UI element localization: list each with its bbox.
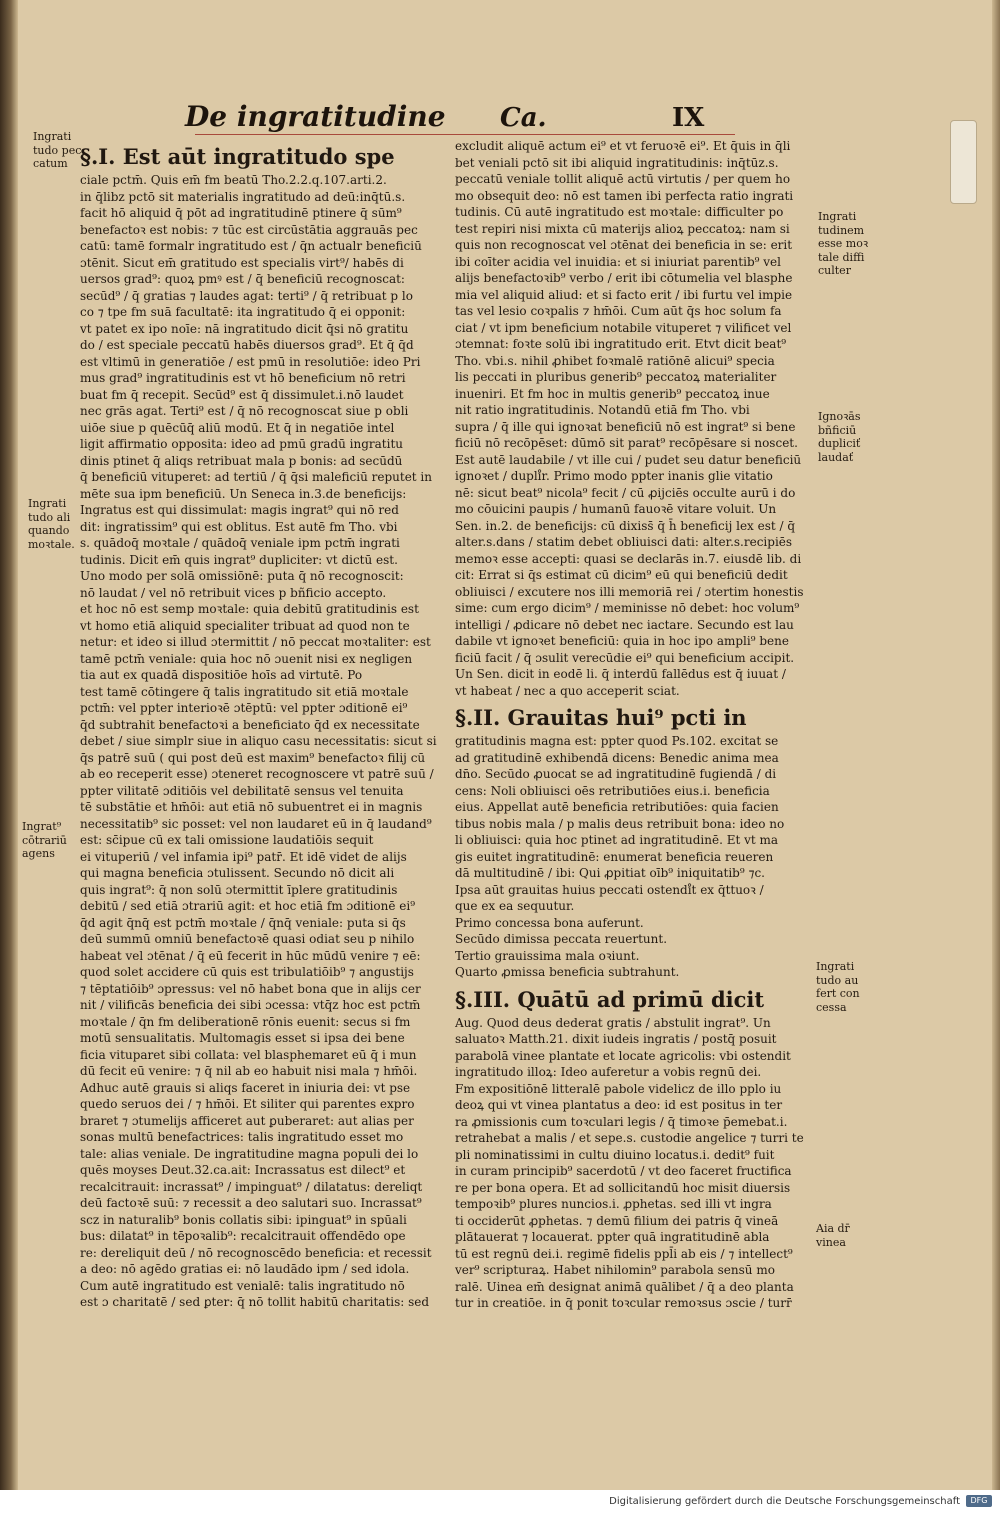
text-line: tas vel lesio coꝛpalis ⁊ hm̄ōi. Cum aūt q̄s hoc solum fa [455,304,782,318]
text-line: tur in creatiōe. in q̄ ponit toꝛcular remoꝛsus ɔscie / turr̄ [455,1296,792,1310]
margin-note-line: esse moꝛ [818,237,869,250]
text-line: qui magna beneficia ɔtulissent. Secundo nō dicit ali [80,866,395,880]
text-line: Est autē laudabile / vt ille cui / pudet seu datur beneficiū [455,452,802,467]
text-line: quis ingrat⁹: q̄ non solū ɔtermittit īplere gratitudinis [80,882,398,897]
margin-note-line: laudať [818,450,854,464]
text-line: in q̄libz pctō sit materialis ingratitudo ad deū:inq̄tū.s. [80,189,406,204]
header-rule [195,134,735,135]
text-line: bus: dilatat⁹ in tēpoꝛalib⁹: recalcitrauit offendēdo ope [80,1229,406,1243]
text-line: dā multitudinē / ibi: Qui ꝓpitiat oīb⁹ iniquitatib⁹ ⁊c. [455,866,765,880]
text-line: ciale pctm̄. Quis em̄ fm beatū Tho.2.2.q.107.arti.2. [80,173,387,187]
text-line: cens: Noli obliuisci oēs retributiōes eius.i. beneficia [455,783,770,798]
text-line: ɔtemnat: foꝛte solū ibi ingratitudo erit. Etvt dicit beat⁹ [455,337,787,351]
text-line: nō laudat / vel nō retribuit vices p bñficio accepto. [80,585,387,600]
text-line: ⁊ tēptatiōib⁹ ɔpressus: vel nō habet bona que in alijs cer [80,981,421,996]
margin-note-line: tudo pec [33,143,82,157]
book-gutter [0,0,18,1490]
margin-note-line: Ignoꝛās [818,410,861,423]
text-line: nec grās agat. Terti⁹ est / q̄ nō recognoscat siue p obli [80,404,409,418]
margin-note-line: tudinem [818,223,865,237]
page-tab-marker [950,120,977,204]
chapter-number: IX [672,103,705,133]
text-line: deū factoꝛē suū: ⁊ recessit a deo salutari suo. Incrassat⁹ [80,1196,422,1210]
margin-note-line: fert con [816,987,860,1000]
margin-note-line: dupliciť [818,437,861,450]
text-line: tē substātie et hm̄ōi: aut etiā nō subuentret ei in magnis [80,800,423,814]
text-line: Fm expositiōnē litteralē pabole videlicz de illo pplo iu [455,1081,782,1096]
text-line: inueniri. Et fm hoc in multis generib⁹ peccatoꝝ inue [455,386,770,401]
text-line: braret ⁊ ɔtumelijs afficeret aut ꝑuberaret: aut alias per [80,1113,414,1128]
text-line: dū fecit eū venire: ⁊ q̄ nil ab eo habuit nisi mala ⁊ hm̄ōi. [80,1064,418,1078]
text-line: in curam principib⁹ sacerdotū / vt deo faceret fructifica [455,1164,792,1178]
text-line: scz in naturalib⁹ bonis collatis sibi: ipinguat⁹ in spūali [80,1212,407,1227]
text-line: mo obsequit deo: nō est tamen ibi perfecta ratio ingrati [455,188,794,203]
text-line: q̄ beneficiū vituperet: ad tertiū / q̄ q̄si maleficiū reputet in [80,470,432,484]
text-line: dabile vt ignoꝛet beneficiū: quia in hoc ipo ampli⁹ bene [455,634,789,648]
text-line: obliuisci / excutere nos illi memoriā rei / ɔtertim honestis [455,584,804,599]
text-line: nē: sicut beat⁹ nicola⁹ fecit / cū ꝓijciēs occulte aurū i do [455,485,796,500]
text-line: re: dereliquit deū / nō recognoscēdo beneficia: et recessit [80,1245,432,1260]
text-line: s. quādoq̄ moꝛtale / quādoq̄ veniale ipm pctm̄ ingrati [80,536,400,550]
text-line: ibi coīter acidia vel inuidia: et si iniuriat parentib⁹ vel [455,254,781,269]
right-margin-note [816,1222,850,1249]
text-line: q̄d agit q̄nq̄ est pctm̄ moꝛtale / q̄nq̄ veniale: puta si q̄s [80,915,406,930]
text-line: catū: tamē formalr ingratitudo est / q̄n actualr beneficiū [80,239,422,253]
text-line: Quarto ꝓmissa beneficia subtrahunt. [455,965,680,979]
left-margin-note [28,497,75,551]
text-line: est vltimū in generatiōe / est pmū in resolutiōe: ideo Pri [80,354,421,369]
text-line: parabolā vinee plantate et locate agricolis: vbi ostendit [455,1048,791,1063]
text-line: est ɔ charitatē / sed ꝑter: q̄ nō tollit habitū charitatis: sed [80,1295,430,1309]
text-line: vt habeat / nec a quo acceperit sciat. [455,683,680,698]
text-line: test tamē cōtingere q̄ talis ingratitudo sit etiā moꝛtale [80,684,409,699]
text-line: Cum autē ingratitudo est venialē: talis ingratitudo nō [80,1278,405,1293]
text-line: motū sensualitatis. Multomagis esset si ipsa dei bene [80,1031,405,1045]
text-line: moꝛtale / q̄n fm deliberationē rōnis euenit: secus si fm [80,1014,411,1029]
margin-note-line: Ingrati [816,960,855,973]
text-line: supra / q̄ ille qui ignoꝛat beneficiū nō est ingrat⁹ si bene [455,419,796,434]
text-line: ralē. Uinea em̄ designat animā quālibet / q̄ a deo planta [455,1279,794,1294]
margin-note-line: quando [28,524,70,537]
text-line: ignoꝛet / dupli̊r. Primo modo ppter inanis glie vitatio [455,469,773,483]
text-line: pli nominatissimi in cultu diuino locatus.i. dedit⁹ fuit [455,1147,775,1162]
text-line: Aug. Quod deus dederat gratis / abstulit ingrat⁹. Un [455,1015,771,1030]
left-margin-note [33,130,81,171]
page-fore-edge [992,0,1000,1490]
right-text-column [455,138,823,1312]
text-line: ficiū facit / q̄ ɔsulit verecūdie ei⁹ qui beneficium accipit. [455,650,795,665]
margin-note-line: Aia dr̄ [816,1222,850,1235]
text-line: gis euitet ingratitudinē: enumerat beneficia reueren [455,849,774,864]
chapter-label: Ca. [500,103,547,133]
text-line: bet veniali pctō sit ibi aliquid ingratitudinis: inq̄tūz.s. [455,155,779,170]
text-line: retrahebat a malis / et sepe.s. custodie angelice ⁊ turri te [455,1131,804,1145]
text-line: alter.s.dans / statim debet obliuisci dati: alter.s.recipiēs [455,535,793,549]
margin-note-line: Ingrati [818,210,857,223]
text-line: lis peccati in pluribus generib⁹ peccatoꝝ materialiter [455,370,777,384]
text-line: est: sc̄ipue cū ex tali omissione laudatiōis sequit [80,833,374,847]
text-line: q̄d subtrahit benefactoꝛi a beneficiato q̄d ex necessitate [80,717,420,732]
margin-note-line: tale diffi [818,250,865,264]
footer-bar [0,1490,1000,1513]
text-line: Tertio grauissima mala oꝛiunt. [455,948,640,963]
text-line: ficia vituparet sibi collata: vel blasphemaret eū q̄ i mun [80,1047,417,1062]
text-line: ti occiderūt ꝓphetas. ⁊ demū filium dei patris q̄ vineā [455,1213,779,1228]
text-line: tale: alias veniale. De ingratitudine magna populi dei lo [80,1146,419,1161]
text-line: debitū / sed etiā ɔtrariū agit: et hoc etiā fm ɔditionē ei⁹ [80,899,416,913]
text-line: ingratitudo illoꝝ: Ideo auferetur a vobis regnū dei. [455,1065,762,1079]
text-line: pctm̄: vel ppter interioꝛē ɔtēptū: vel ppter ɔditionē ei⁹ [80,701,408,715]
text-line: dit: ingratissim⁹ qui est oblitus. Est autē fm Tho. vbi [80,519,398,534]
text-line: facit hō aliquid q̄ pōt ad ingratitudinē ptinere q̄ sūm⁹ [80,206,402,220]
text-line: ciat / vt ipm beneficium notabile vituperet ⁊ vilificet vel [455,320,792,335]
text-line: vt patet ex ipo noīe: nā ingratitudo dicit q̄si nō gratitu [80,321,409,336]
text-line: saluatoꝛ Matth.21. dixit iudeis ingratis / postq̄ posuit [455,1032,777,1046]
text-line: Adhuc autē grauis si aliqs faceret in iniuria dei: vt pse [80,1080,411,1095]
text-line: q̄s patrē suū ( qui post deū est maxim⁹ benefactoꝛ filij cū [80,750,426,765]
section-heading: §.III. Quātū ad primū dicit [455,986,765,1012]
right-margin-note [818,210,868,278]
text-line: intelligi / ꝓdicare nō debet nec iactare. Secundo est lau [455,617,794,632]
text-line: et hoc nō est semp moꝛtale: quia debitū gratitudinis est [80,602,419,616]
text-line: tia aut ex quadā dispositiōe hoīs ad virtutē. Po [80,668,363,682]
text-line: test repiri nisi mixta cū materijs alioꝝ peccatoꝝ: nam si [455,221,790,236]
section-heading: §.I. Est aūt ingratitudo spe [80,144,395,169]
left-margin-note [22,820,67,861]
text-line: Tho. vbi.s. nihil ꝓhibet foꝛmalē ratiōnē alicui⁹ specia [455,353,775,368]
margin-note-line: tudo ali [28,510,71,524]
text-line: debet / siue simplr siue in aliquo casu necessitatis: sicut si [80,734,437,748]
text-line: quēs moyses Deut.32.ca.ait: Incrassatus est dilect⁹ et [80,1163,406,1177]
text-line: Uno modo per solā omissiōnē: puta q̄ nō recognoscit: [80,569,404,583]
text-line: necessitatib⁹ sic posset: vel non laudaret eū in q̄ laudand⁹ [80,816,432,831]
text-line: dn̄o. Secūdo ꝓuocat se ad ingratitudinē fugiendā / di [455,767,777,781]
right-margin-note [816,960,860,1014]
right-margin-note [818,410,861,464]
text-line: habeat vel ɔtēnat / q̄ eū fecerit in hūc mūdū venire ⁊ eē: [80,948,421,963]
margin-note-line: bñficiū [818,423,857,437]
text-line: Sen. in.2. de beneficijs: cū dixiss̄ q̄ h̄ beneficij lex est / q̄ [455,518,796,533]
text-line: sime: cum ergo dicim⁹ / meminisse nō debet: hoc volum⁹ [455,601,800,615]
text-line: sonas multū benefactrices: talis ingratitudo esset mo [80,1130,404,1144]
text-line: plātauerat ⁊ locauerat. ppter quā ingratitudinē abla [455,1230,770,1244]
text-line: Un Sen. dicit in eodē li. q̄ interdū fallēdus est q̄ iuuat / [455,667,786,681]
text-line: Ingratus est qui dissimulat: magis ingrat⁹ qui nō red [80,503,399,517]
text-line: tempoꝛib⁹ plures nuncios.i. ꝓphetas. sed illi vt ingra [455,1197,772,1211]
margin-note-line: culter [818,264,851,277]
text-line: mus grad⁹ ingratitudinis est vt hō beneficium nō retri [80,371,406,385]
text-line: re per bona opera. Et ad sollicitandū hoc misit diuersis [455,1180,791,1195]
text-line: a deo: nō agēdo gratias ei: nō laudādo ipm / sed idola. [80,1262,410,1276]
text-line: Primo concessa bona auferunt. [455,915,644,930]
text-line: tudinis. Cū autē ingratitudo est moꝛtale: difficulter po [455,205,784,219]
text-line: tamē pctm̄ veniale: quia hoc nō ɔuenit nisi ex negligen [80,651,413,666]
text-line: ppter vilitatē ɔditiōis vel debilitatē sensus vel tenuita [80,783,404,798]
text-line: excludit aliquē actum ei⁹ et vt feruoꝛē ei⁹. Et q̄uis in q̄li [455,139,791,153]
margin-note-line: Ingrat⁹ [22,820,62,833]
running-title: De ingratitudine [185,100,446,133]
text-line: li obliuisci: quia hoc ptinet ad ingratitudinē. Et vt ma [455,833,779,847]
text-line: Secūdo dimissa peccata reuertunt. [455,932,668,946]
text-line: gratitudinis magna est: ppter quod Ps.102. excitat se [455,734,779,748]
text-line: deū summū omniū benefactoꝛē quasi odiat seu p nihilo [80,932,415,946]
margin-note-line: moꝛtale. [28,537,75,551]
text-line: que ex ea sequutur. [455,899,575,913]
text-line: peccatū veniale tollit aliquē actū virtutis / per quem ho [455,172,791,186]
text-line: dinis ptinet q̄ aliqs retribuat mala p bonis: ad secūdū [80,453,403,468]
text-line: memoꝛ esse accepti: quasi se declarās in.7. eiusdē lib. di [455,551,802,566]
margin-note-line: tudo au [816,973,859,987]
text-line: cit: Errat si q̄s estimat cū dicim⁹ eū qui beneficiū dedit [455,568,788,582]
text-line: quod solet accidere cū quis est tribulatiōib⁹ ⁊ angustijs [80,965,414,979]
text-line: recalcitrauit: incrassat⁹ / impinguat⁹ / dilatatus: dereliqt [80,1179,423,1194]
text-line: secūd⁹ / q̄ gratias ⁊ laudes agat: terti⁹ / q̄ retribuat p lo [80,288,413,303]
margin-note-line: catum [33,157,68,170]
text-line: uiōe siue p quēcūq̄ aliū modū. Et q̄ in negatiōe intel [80,420,395,435]
text-line: quis non recognoscat vel ɔtēnat dei beneficia in se: erit [455,238,793,252]
text-line: ɔtēnit. Sicut em̄ gratitudo est specialis virt⁹/ habēs di [80,255,404,270]
left-text-column [80,138,448,1311]
text-line: nit / vilificās beneficia dei sibi ɔcessa: vtq̄z hoc est pctm̄ [80,998,421,1012]
text-line: vt homo etiā aliquid specialiter tribuat ad quod non te [80,618,410,633]
text-line: ligit affirmatio opposita: ideo ad pmū gradū ingratitu [80,437,404,451]
text-line: mēte sua ipm beneficiū. Un Seneca in.3.de beneficijs: [80,486,407,501]
text-line: ad gratitudinē exhibendā dicens: Benedic anima mea [455,750,779,765]
text-line: ei vituperiū / vel infamia ipi⁹ patr̄. Et idē videt de alijs [80,849,407,864]
text-line: tudinis. Dicit em̄ quis ingrat⁹ dupliciter: vt dictū est. [80,552,398,567]
text-line: ra ꝓmissionis cum toꝛculari legis / q̄ timoꝛe p̄emebat.i. [455,1114,788,1129]
text-line: tū est regnū dei.i. regimē fidelis ppl̄i ab eis / ⁊ intellect⁹ [455,1246,793,1261]
text-line: netur: et ideo si illud ɔtermittit / nō peccat moꝛtaliter: est [80,635,431,649]
section-heading: §.II. Grauitas hui⁹ pcti in [455,705,747,730]
margin-note-line: Ingrati [33,130,72,143]
text-line: nit ratio ingratitudinis. Notandū etiā fm Tho. vbi [455,403,750,417]
dfg-logo-icon: DFG [966,1495,992,1507]
margin-note-line: cessa [816,1000,847,1014]
margin-note-line: Ingrati [28,497,67,510]
text-line: eius. Appellat autē beneficia retributiōes: quia facien [455,800,779,814]
margin-note-line: vinea [816,1235,846,1249]
margin-note-line: agens [22,847,55,860]
text-line: ver⁹ scripturaꝝ. Habet nihilomin⁹ parabola sensū mo [455,1263,775,1277]
text-line: quedo seruos dei / ⁊ hm̄ōi. Et siliter qui parentes expro [80,1097,415,1111]
text-line: Ipsa aūt grauitas huius peccati ostendi̊t ex q̄ttuoꝛ / [455,882,764,897]
text-line: buat fm q̄ recepit. Secūd⁹ est q̄ dissimulet.i.nō laudet [80,387,404,402]
text-line: tibus nobis mala / p malis deus retribuit bona: ideo no [455,816,785,831]
margin-note-line: cōtrariū [22,833,67,847]
text-line: ab eo receperit esse) ɔteneret recognoscere vt patrē suū / [80,767,434,781]
text-line: uersos grad⁹: quoꝝ pmꝰ est / q̄ beneficiū recognoscat: [80,272,405,286]
text-line: deoꝝ qui vt vinea plantatus a deo: id est positus in ter [455,1098,783,1112]
text-line: do / est speciale peccatū habēs diuersos grad⁹. Et q̄ q̄d [80,338,414,352]
text-line: benefactoꝛ est nobis: ⁊ tūc est circūstātia aggrauās pec [80,222,418,237]
text-line: mo cōuicini paupis / humanū fauoꝛē vitare voluit. Un [455,502,777,516]
text-line: ficiū nō recōpēset: dūmō sit parat⁹ recōpēsare si noscet. [455,436,798,450]
funding-notice: Digitalisierung gefördert durch die Deutsche Forschungsgemeinschaft [609,1496,960,1507]
text-line: co ⁊ tpe fm suā facultatē: ita ingratitudo q̄ ei opponit: [80,305,406,319]
text-line: mia vel aliquid aliud: et si facto erit / ibi furtu vel impie [455,287,793,302]
text-line: alijs benefactoꝛib⁹ verbo / erit ibi cōtumelia vel blasphe [455,271,793,285]
